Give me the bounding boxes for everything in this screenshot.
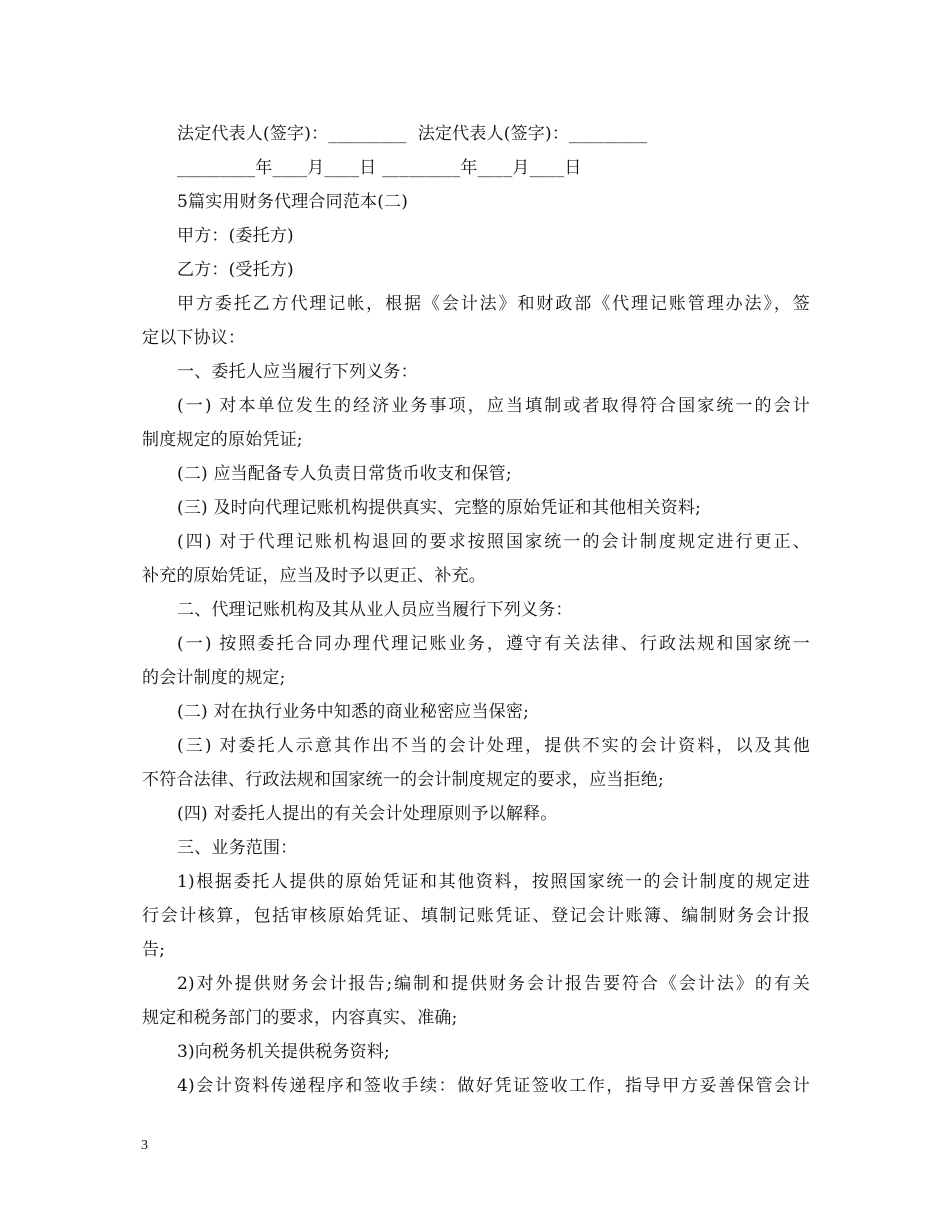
document-body	[142, 117, 810, 1103]
document-line: 补充的原始凭证，应当及时予以更正、补充。	[142, 566, 486, 586]
document-line: 制度规定的原始凭证;	[142, 430, 303, 450]
document-line: (三) 对委托人示意其作出不当的会计处理，提供不实的会计资料，以及其他	[177, 736, 810, 756]
document-line: 1)根据委托人提供的原始凭证和其他资料，按照国家统一的会计制度的规定进	[177, 872, 810, 892]
document-line: 5篇实用财务代理合同范本(二)	[177, 192, 409, 212]
page-number: 3	[141, 1138, 148, 1153]
document-line: 2)对外提供财务会计报告;编制和提供财务会计报告要符合《会计法》的有关	[177, 974, 810, 994]
document-line: 二、代理记账机构及其从业人员应当履行下列义务：	[177, 600, 573, 620]
document-line: (二) 应当配备专人负责日常货币收支和保管;	[177, 464, 512, 484]
document-line: (一) 对本单位发生的经济业务事项，应当填制或者取得符合国家统一的会计	[177, 396, 810, 416]
document-line: 法定代表人(签字)：_________ 法定代表人(签字)：_________	[177, 124, 648, 144]
document-line: (二) 对在执行业务中知悉的商业秘密应当保密;	[177, 702, 529, 722]
document-line: (四) 对委托人提出的有关会计处理原则予以解释。	[177, 804, 558, 824]
document-line: (三) 及时向代理记账机构提供真实、完整的原始凭证和其他相关资料;	[177, 498, 701, 518]
document-line: 不符合法律、行政法规和国家统一的会计制度规定的要求，应当拒绝;	[142, 770, 664, 790]
document-line: 告;	[142, 940, 166, 960]
document-line: 三、业务范围：	[177, 838, 298, 858]
document-line: 规定和税务部门的要求，内容真实、准确;	[142, 1008, 458, 1028]
document-line: 一、委托人应当履行下列义务：	[177, 362, 418, 382]
document-line: (四) 对于代理记账机构退回的要求按照国家统一的会计制度规定进行更正、	[177, 532, 810, 552]
document-line: 甲方：(委托方)	[177, 226, 294, 246]
document-line: _________年____月____日 _________年____月____日	[177, 158, 582, 178]
document-line: (一) 按照委托合同办理代理记账业务，遵守有关法律、行政法规和国家统一	[177, 634, 810, 654]
document-line: 定以下协议：	[142, 328, 246, 348]
document-line: 甲方委托乙方代理记帐，根据《会计法》和财政部《代理记账管理办法》，签	[177, 294, 810, 314]
document-line: 行会计核算，包括审核原始凭证、填制记账凭证、登记会计账簿、编制财务会计报	[142, 906, 810, 926]
document-line: 3)向税务机关提供税务资料;	[177, 1042, 390, 1062]
document-line: 4)会计资料传递程序和签收手续：做好凭证签收工作，指导甲方妥善保管会计	[177, 1076, 810, 1096]
document-line: 的会计制度的规定;	[142, 668, 286, 688]
document-line: 乙方：(受托方)	[177, 260, 294, 280]
